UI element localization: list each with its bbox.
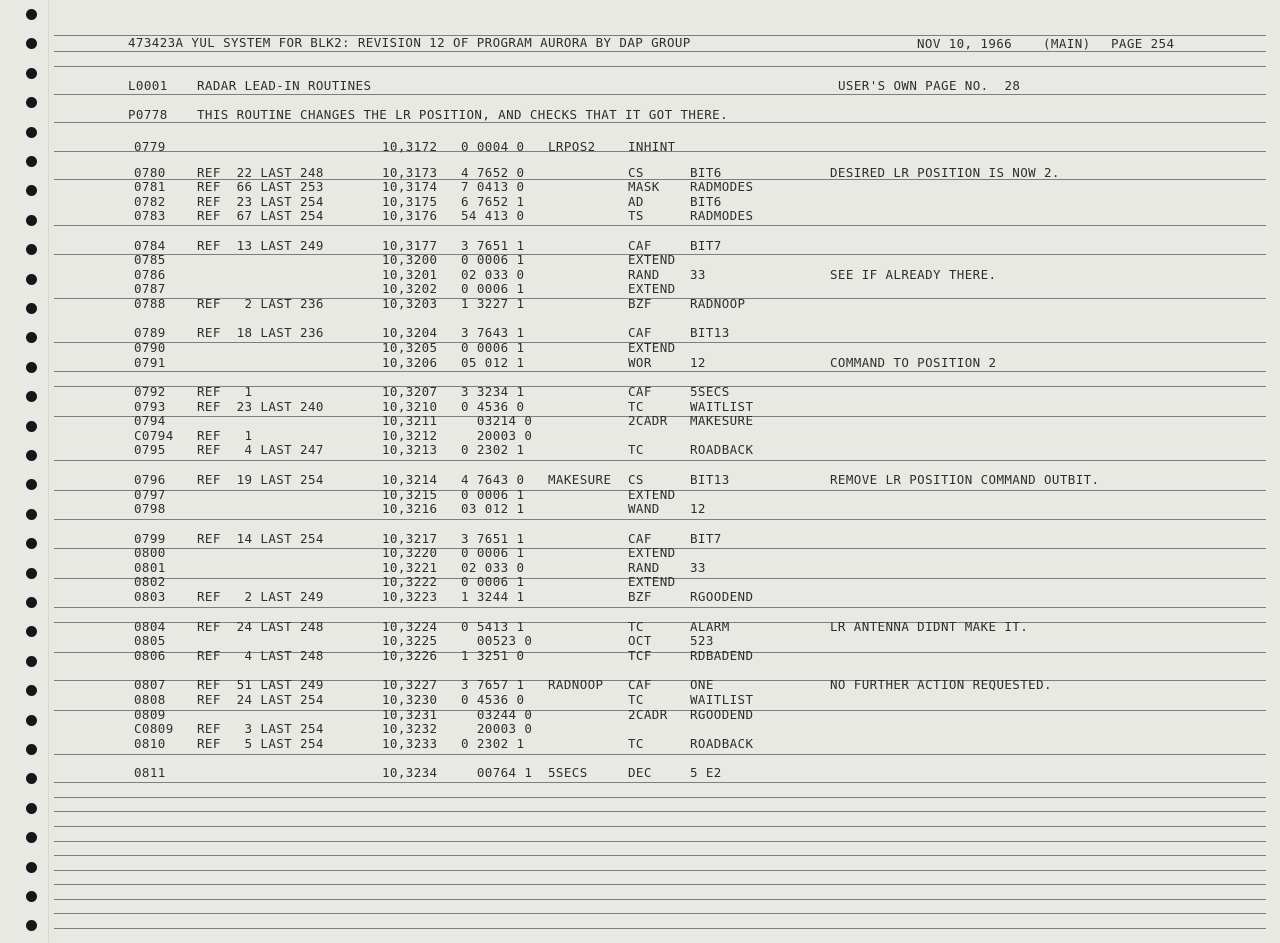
punch-hole [26,450,37,461]
octal-code: 20003 0 [461,721,533,736]
operand: MAKESURE [690,413,754,428]
opcode: CS [628,472,644,487]
line-number: 0781 [134,179,166,194]
operand: ALARM [690,619,730,634]
octal-code: 54 413 0 [461,208,525,223]
opcode: EXTEND [628,574,676,589]
operand: BIT13 [690,325,730,340]
opcode: EXTEND [628,281,676,296]
ref-field: REF 66 LAST 253 [197,179,324,194]
punch-hole [26,773,37,784]
ref-field: REF 1 [197,428,253,443]
opcode: 2CADR [628,707,668,722]
opcode: TC [628,736,644,751]
address: 10,3206 [382,355,438,370]
line-number: 0786 [134,267,166,282]
octal-code: 3 7651 1 [461,531,525,546]
octal-code: 3 7657 1 [461,677,525,692]
line-number: 0790 [134,340,166,355]
punch-hole [26,656,37,667]
address: 10,3213 [382,442,438,457]
ref-field: REF 18 LAST 236 [197,325,324,340]
address: 10,3220 [382,545,438,560]
opcode: CS [628,165,644,180]
address: 10,3202 [382,281,438,296]
opcode: EXTEND [628,545,676,560]
address: 10,3231 [382,707,438,722]
comment: SEE IF ALREADY THERE. [830,267,997,282]
octal-code: 0 2302 1 [461,736,525,751]
line-number: 0806 [134,648,166,663]
operand: RGOODEND [690,707,754,722]
line-number: C0794 [134,428,174,443]
opcode: BZF [628,589,652,604]
ref-field: REF 2 LAST 249 [197,589,324,604]
punch-hole [26,626,37,637]
user-page-number: USER'S OWN PAGE NO. 28 [838,78,1021,93]
ruled-line [54,225,1266,226]
ruled-line [54,826,1266,827]
label: RADNOOP [548,677,604,692]
punch-hole [26,391,37,402]
address: 10,3205 [382,340,438,355]
address: 10,3227 [382,677,438,692]
punch-hole [26,156,37,167]
line-number: 0785 [134,252,166,267]
ref-field: REF 24 LAST 248 [197,619,324,634]
address: 10,3225 [382,633,438,648]
ruled-line [54,754,1266,755]
operand: 33 [690,267,706,282]
comment: NO FURTHER ACTION REQUESTED. [830,677,1052,692]
ruled-line [54,928,1266,929]
margin-line [48,0,49,943]
line-number: 0796 [134,472,166,487]
octal-code: 03 012 1 [461,501,525,516]
ruled-line [54,841,1266,842]
label: 5SECS [548,765,588,780]
octal-code: 0 0006 1 [461,281,525,296]
operand: 12 [690,355,706,370]
address: 10,3203 [382,296,438,311]
ruled-line [54,899,1266,900]
ruled-line [54,519,1266,520]
ruled-line [54,870,1266,871]
address: 10,3201 [382,267,438,282]
line-number: 0795 [134,442,166,457]
octal-code: 02 033 0 [461,267,525,282]
ruled-line [54,66,1266,67]
line-number: 0784 [134,238,166,253]
octal-code: 00523 0 [461,633,533,648]
octal-code: 3 3234 1 [461,384,525,399]
ref-field: REF 1 [197,384,253,399]
punch-hole [26,597,37,608]
octal-code: 0 0006 1 [461,487,525,502]
opcode: CAF [628,384,652,399]
address: 10,3233 [382,736,438,751]
operand: RGOODEND [690,589,754,604]
punch-hole [26,509,37,520]
line-number: 0787 [134,281,166,296]
ref-field: REF 3 LAST 254 [197,721,324,736]
line-number: 0803 [134,589,166,604]
operand: BIT7 [690,531,722,546]
address: 10,3212 [382,428,438,443]
line-number: 0798 [134,501,166,516]
opcode: TCF [628,648,652,663]
listing-page-number: PAGE 254 [1111,36,1175,51]
operand: BIT6 [690,194,722,209]
opcode: WOR [628,355,652,370]
operand: BIT6 [690,165,722,180]
line-number: 0807 [134,677,166,692]
line-number: 0801 [134,560,166,575]
line-number: C0809 [134,721,174,736]
ref-field: REF 4 LAST 247 [197,442,324,457]
octal-code: 4 7643 0 [461,472,525,487]
address: 10,3214 [382,472,438,487]
punch-hole [26,274,37,285]
punch-hole [26,685,37,696]
address: 10,3226 [382,648,438,663]
punch-hole [26,215,37,226]
octal-code: 0 4536 0 [461,692,525,707]
line-number: 0794 [134,413,166,428]
opcode: DEC [628,765,652,780]
address: 10,3174 [382,179,438,194]
address: 10,3223 [382,589,438,604]
opcode: TC [628,399,644,414]
ruled-line [54,460,1266,461]
address: 10,3230 [382,692,438,707]
punch-hole [26,362,37,373]
punch-hole [26,332,37,343]
punch-hole [26,303,37,314]
ruled-line [54,94,1266,95]
octal-code: 0 0006 1 [461,545,525,560]
ref-field: REF 22 LAST 248 [197,165,324,180]
ruled-line [54,122,1266,123]
ruled-line [54,855,1266,856]
label: MAKESURE [548,472,612,487]
opcode: CAF [628,325,652,340]
ruled-line [54,371,1266,372]
opcode: WAND [628,501,660,516]
operand: BIT13 [690,472,730,487]
line-number: 0804 [134,619,166,634]
octal-code: 0 0006 1 [461,574,525,589]
address: 10,3221 [382,560,438,575]
punch-hole [26,568,37,579]
address: 10,3217 [382,531,438,546]
description-id: P0778 [128,107,168,122]
ref-field: REF 19 LAST 254 [197,472,324,487]
octal-code: 0 5413 1 [461,619,525,634]
comment: REMOVE LR POSITION COMMAND OUTBIT. [830,472,1100,487]
octal-code: 03244 0 [461,707,533,722]
line-number: 0808 [134,692,166,707]
operand: ROADBACK [690,442,754,457]
description-text: THIS ROUTINE CHANGES THE LR POSITION, AND CHECKS THAT IT GOT THERE. [197,107,729,122]
punch-hole [26,127,37,138]
line-number: 0793 [134,399,166,414]
octal-code: 1 3251 0 [461,648,525,663]
opcode: INHINT [628,139,676,154]
opcode: CAF [628,238,652,253]
operand: ROADBACK [690,736,754,751]
opcode: TC [628,619,644,634]
punch-hole [26,803,37,814]
operand: RDBADEND [690,648,754,663]
opcode: EXTEND [628,340,676,355]
address: 10,3216 [382,501,438,516]
address: 10,3207 [382,384,438,399]
octal-code: 4 7652 0 [461,165,525,180]
ref-field: REF 24 LAST 254 [197,692,324,707]
line-number: 0811 [134,765,166,780]
punch-hole [26,185,37,196]
octal-code: 0 0006 1 [461,340,525,355]
address: 10,3177 [382,238,438,253]
address: 10,3215 [382,487,438,502]
ruled-line [54,782,1266,783]
ref-field: REF 4 LAST 248 [197,648,324,663]
line-number: 0810 [134,736,166,751]
line-number: 0799 [134,531,166,546]
octal-code: 20003 0 [461,428,533,443]
operand: RADMODES [690,179,754,194]
punch-hole [26,832,37,843]
ruled-line [54,607,1266,608]
ref-field: REF 23 LAST 254 [197,194,324,209]
line-id: L0001 [128,78,168,93]
operand: ONE [690,677,714,692]
line-number: 0780 [134,165,166,180]
ruled-line [54,811,1266,812]
opcode: EXTEND [628,487,676,502]
comment: DESIRED LR POSITION IS NOW 2. [830,165,1060,180]
operand: 5 E2 [690,765,722,780]
octal-code: 1 3227 1 [461,296,525,311]
opcode: TC [628,692,644,707]
punch-hole [26,891,37,902]
punch-hole [26,862,37,873]
address: 10,3211 [382,413,438,428]
punch-hole [26,538,37,549]
octal-code: 05 012 1 [461,355,525,370]
line-number: 0802 [134,574,166,589]
opcode: RAND [628,267,660,282]
address: 10,3234 [382,765,438,780]
octal-code: 1 3244 1 [461,589,525,604]
ref-field: REF 5 LAST 254 [197,736,324,751]
operand: 5SECS [690,384,730,399]
opcode: CAF [628,677,652,692]
operand: 523 [690,633,714,648]
address: 10,3175 [382,194,438,209]
opcode: TC [628,442,644,457]
octal-code: 3 7651 1 [461,238,525,253]
comment: COMMAND TO POSITION 2 [830,355,997,370]
ref-field: REF 2 LAST 236 [197,296,324,311]
line-number: 0809 [134,707,166,722]
opcode: BZF [628,296,652,311]
address: 10,3176 [382,208,438,223]
opcode: CAF [628,531,652,546]
ref-field: REF 51 LAST 249 [197,677,324,692]
opcode: RAND [628,560,660,575]
address: 10,3222 [382,574,438,589]
ref-field: REF 23 LAST 240 [197,399,324,414]
octal-code: 7 0413 0 [461,179,525,194]
opcode: OCT [628,633,652,648]
opcode: TS [628,208,644,223]
operand: 33 [690,560,706,575]
ruled-line [54,51,1266,52]
listing-title: 473423A YUL SYSTEM FOR BLK2: REVISION 12 OF PROGRAM AURORA BY DAP GROUP [128,35,691,50]
line-number: 0797 [134,487,166,502]
opcode: EXTEND [628,252,676,267]
line-number: 0805 [134,633,166,648]
octal-code: 0 4536 0 [461,399,525,414]
octal-code: 0 0004 0 [461,139,525,154]
line-number: 0792 [134,384,166,399]
opcode: 2CADR [628,413,668,428]
octal-code: 6 7652 1 [461,194,525,209]
operand: RADMODES [690,208,754,223]
punch-hole [26,744,37,755]
punch-hole [26,97,37,108]
octal-code: 0 0006 1 [461,252,525,267]
line-number: 0783 [134,208,166,223]
octal-code: 03214 0 [461,413,533,428]
operand: BIT7 [690,238,722,253]
ruled-line [54,884,1266,885]
listing-date: NOV 10, 1966 [917,36,1013,51]
punch-hole [26,421,37,432]
address: 10,3204 [382,325,438,340]
ref-field: REF 14 LAST 254 [197,531,324,546]
ref-field: REF 13 LAST 249 [197,238,324,253]
line-number: 0791 [134,355,166,370]
ref-field: REF 67 LAST 254 [197,208,324,223]
punch-hole [26,9,37,20]
label: LRPOS2 [548,139,596,154]
address: 10,3224 [382,619,438,634]
punch-hole [26,715,37,726]
operand: 12 [690,501,706,516]
line-number: 0782 [134,194,166,209]
ruled-line [54,797,1266,798]
punch-hole [26,38,37,49]
punch-hole [26,244,37,255]
punch-hole [26,920,37,931]
operand: RADNOOP [690,296,746,311]
octal-code: 00764 1 [461,765,533,780]
operand: WAITLIST [690,399,754,414]
address: 10,3172 [382,139,438,154]
comment: LR ANTENNA DIDNT MAKE IT. [830,619,1029,634]
section-heading: RADAR LEAD-IN ROUTINES [197,78,372,93]
octal-code: 02 033 0 [461,560,525,575]
opcode: AD [628,194,644,209]
octal-code: 3 7643 1 [461,325,525,340]
line-number: 0789 [134,325,166,340]
opcode: MASK [628,179,660,194]
operand: WAITLIST [690,692,754,707]
listing-section: (MAIN) [1043,36,1091,51]
octal-code: 0 2302 1 [461,442,525,457]
line-number: 0788 [134,296,166,311]
address: 10,3173 [382,165,438,180]
address: 10,3210 [382,399,438,414]
address: 10,3232 [382,721,438,736]
ruled-line [54,913,1266,914]
punch-hole [26,479,37,490]
line-number: 0779 [134,139,166,154]
punch-hole [26,68,37,79]
line-number: 0800 [134,545,166,560]
address: 10,3200 [382,252,438,267]
